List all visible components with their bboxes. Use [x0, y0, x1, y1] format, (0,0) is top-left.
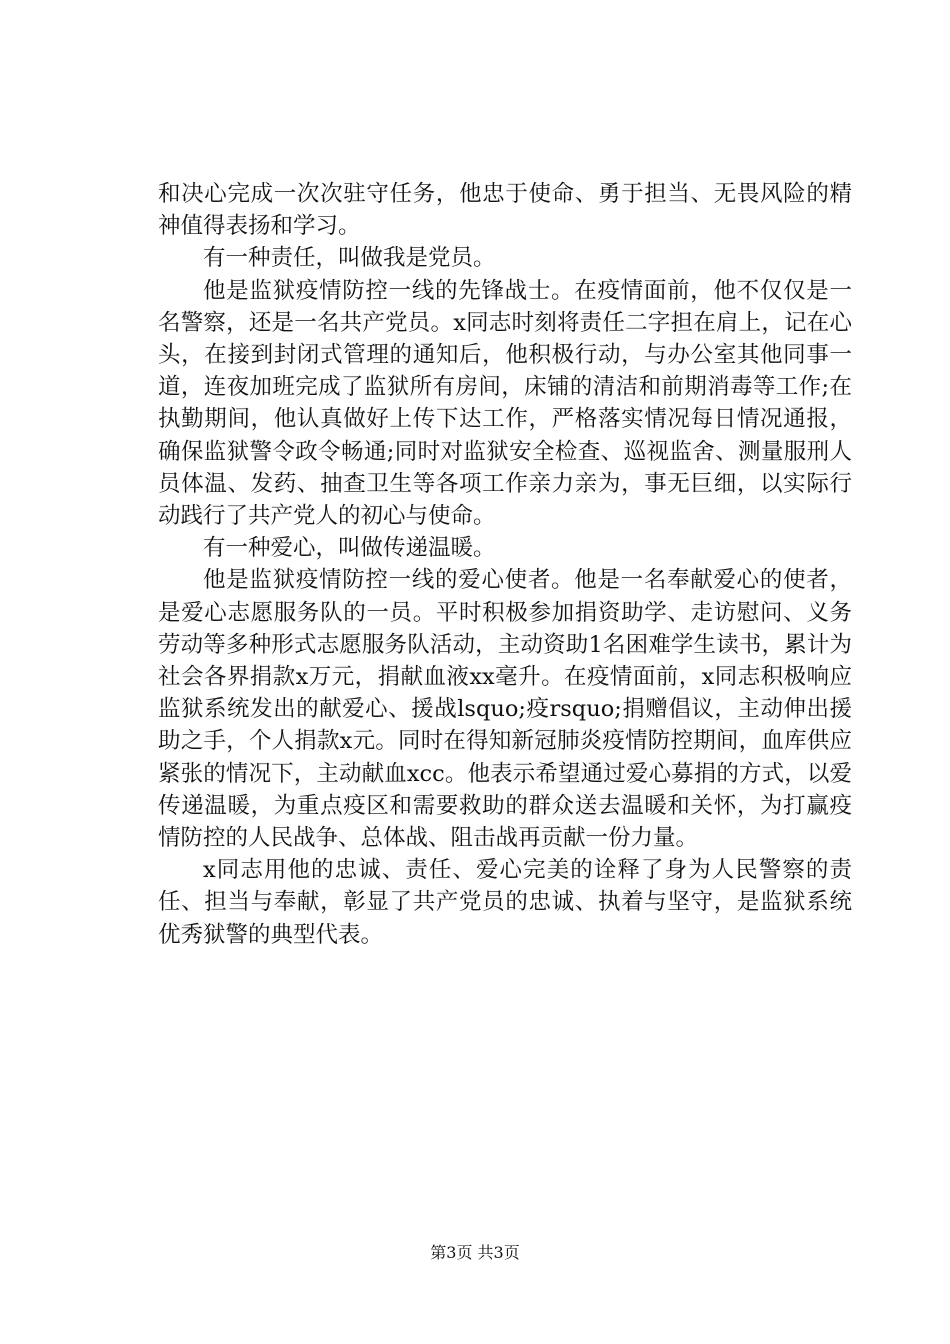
paragraph-2: 有一种责任，叫做我是党员。 [203, 245, 496, 272]
paragraph-4: 有一种爱心，叫做传递温暖。 [203, 535, 496, 562]
document-body [158, 178, 852, 951]
paragraph-5: 他是监狱疫情防控一线的爱心使者。他是一名奉献爱心的使者，是爱心志愿服务队的一员。平时积极参加捐资助学、走访慰问、义务劳动等多种形式志愿服务队活动，主动资助1名困难学生读书，累计为社会各界捐款x万元，捐献血液xx毫升。在疫情面前，x同志积极响应监狱系统发出的献爱心、援战lsquo;疫rsquo;捐赠倡议，主动伸出援助之手，个人捐款x元。同时在得知新冠肺炎疫情防控期间，血库供应紧张的情况下，主动献血xcc。他表示希望通过爱心募捐的方式，以爱传递温暖，为重点疫区和需要救助的群众送去温暖和关怀，为打赢疫情防控的人民战争、总体战、阻击战再贡献一份力量。 [158, 567, 852, 852]
paragraph-3: 他是监狱疫情防控一线的先锋战士。在疫情面前，他不仅仅是一名警察，还是一名共产党员。x同志时刻将责任二字担在肩上，记在心头，在接到封闭式管理的通知后，他积极行动，与办公室其他同事一道，连夜加班完成了监狱所有房间，床铺的清洁和前期消毒等工作;在执勤期间，他认真做好上传下达工作，严格落实情况每日情况通报，确保监狱警令政令畅通;同时对监狱安全检查、巡视监舍、测量服刑人员体温、发药、抽查卫生等各项工作亲力亲为，事无巨细，以实际行动践行了共产党人的初心与使命。 [158, 277, 852, 530]
paragraph-1: 和决心完成一次次驻守任务，他忠于使命、勇于担当、无畏风险的精神值得表扬和学习。 [158, 181, 852, 240]
page-footer: 第3页 共3页 [430, 1243, 520, 1262]
paragraph-6: x同志用他的忠诚、责任、爱心完美的诠释了身为人民警察的责任、担当与奉献，彰显了共产党员的忠诚、执着与坚守，是监狱系统优秀狱警的典型代表。 [158, 857, 852, 948]
